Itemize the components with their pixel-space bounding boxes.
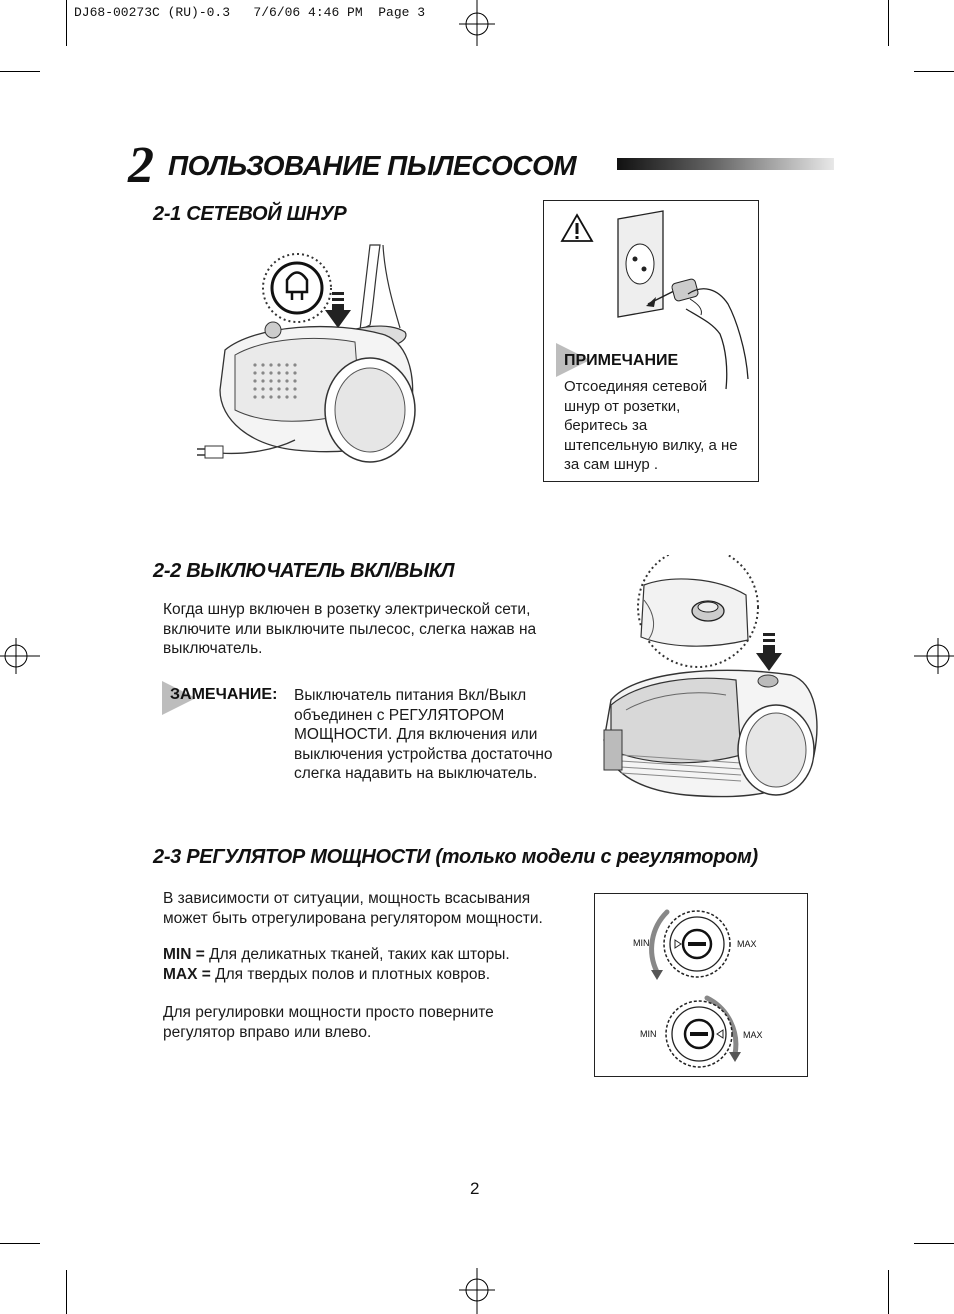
- note-line: беритесь за: [564, 417, 648, 434]
- min-description: [163, 945, 510, 965]
- print-header: DJ68-00273C (RU)-0.3 7/6/06 4:46 PM Page 3: [74, 5, 426, 20]
- min-text: Для деликатных тканей, таких как шторы.: [204, 946, 510, 963]
- section-title-power-control: 2-3 РЕГУЛЯТОР МОЩНОСТИ (только модели с регулятором): [153, 846, 758, 868]
- crop-mark: [66, 1270, 67, 1314]
- section-title-switch: 2-2 ВЫКЛЮЧАТЕЛЬ ВКЛ/ВЫКЛ: [153, 560, 455, 582]
- note-title: ПРИМЕЧАНИЕ: [564, 352, 679, 369]
- note-box-unplug: [543, 200, 759, 482]
- press-arrow-icon: [756, 633, 782, 671]
- body-line: Когда шнур включен в розетку электрической сети,: [163, 601, 531, 618]
- section-title-power-cord: 2-1 СЕТЕВОЙ ШНУР: [153, 203, 347, 225]
- instruction-line: регулятор вправо или влево.: [163, 1023, 372, 1041]
- dial-max-label: MAX: [737, 939, 757, 949]
- warning-icon: [560, 213, 594, 243]
- vacuum-plug-illustration: [195, 240, 430, 470]
- remark-line: Выключатель питания Вкл/Выкл: [294, 687, 527, 704]
- power-dial-diagram: [594, 893, 808, 1077]
- max-label: MAX =: [163, 965, 211, 983]
- remark-label: ЗАМЕЧАНИЕ:: [170, 686, 278, 703]
- note-line: Отсоединяя сетевой: [564, 378, 708, 395]
- note-line: за сам шнур .: [564, 456, 659, 473]
- crop-mark: [888, 1270, 889, 1314]
- dial-min-label: MIN: [633, 938, 650, 948]
- note-line: шнур от розетки,: [564, 397, 681, 415]
- max-text: Для твердых полов и плотных ковров.: [210, 965, 491, 983]
- min-label: MIN =: [163, 946, 205, 963]
- registration-mark-icon: [455, 0, 499, 46]
- registration-mark-icon: [914, 634, 954, 678]
- body-line: выключатель.: [163, 640, 263, 657]
- body-line: может быть отрегулирована регулятором мощности.: [163, 909, 543, 927]
- note-line: штепсельную вилку, а не: [564, 436, 738, 454]
- chapter-number: 2: [128, 137, 154, 194]
- crop-mark: [888, 0, 889, 46]
- chapter-title-bar: [617, 158, 834, 170]
- body-line: В зависимости от ситуации, мощность всасывания: [163, 890, 531, 907]
- crop-mark: [0, 71, 40, 72]
- remark-line: МОЩНОСТИ. Для включения или: [294, 726, 538, 743]
- crop-mark: [66, 0, 67, 46]
- vacuum-switch-illustration: [596, 555, 824, 810]
- crop-mark: [914, 71, 954, 72]
- crop-mark: [0, 1243, 40, 1244]
- max-description: [163, 965, 510, 985]
- registration-mark-icon: [455, 1268, 499, 1314]
- crop-mark: [914, 1243, 954, 1244]
- remark-line: выключения устройства достаточно: [294, 745, 553, 763]
- body-line: включите или выключите пылесос, слегка нажав на: [163, 620, 537, 638]
- dial-max-label: MAX: [743, 1030, 763, 1040]
- remark-line: слегка надавить на выключатель.: [294, 765, 538, 782]
- instruction-line: Для регулировки мощности просто поверните: [163, 1004, 494, 1021]
- dial-illustration: [595, 894, 807, 1076]
- remark-line: объединен с РЕГУЛЯТОРОМ: [294, 706, 505, 724]
- page-number: 2: [470, 1179, 480, 1198]
- dial-min-label: MIN: [640, 1029, 657, 1039]
- registration-mark-icon: [0, 634, 40, 678]
- chapter-title: ПОЛЬЗОВАНИЕ ПЫЛЕСОСОМ: [168, 150, 577, 181]
